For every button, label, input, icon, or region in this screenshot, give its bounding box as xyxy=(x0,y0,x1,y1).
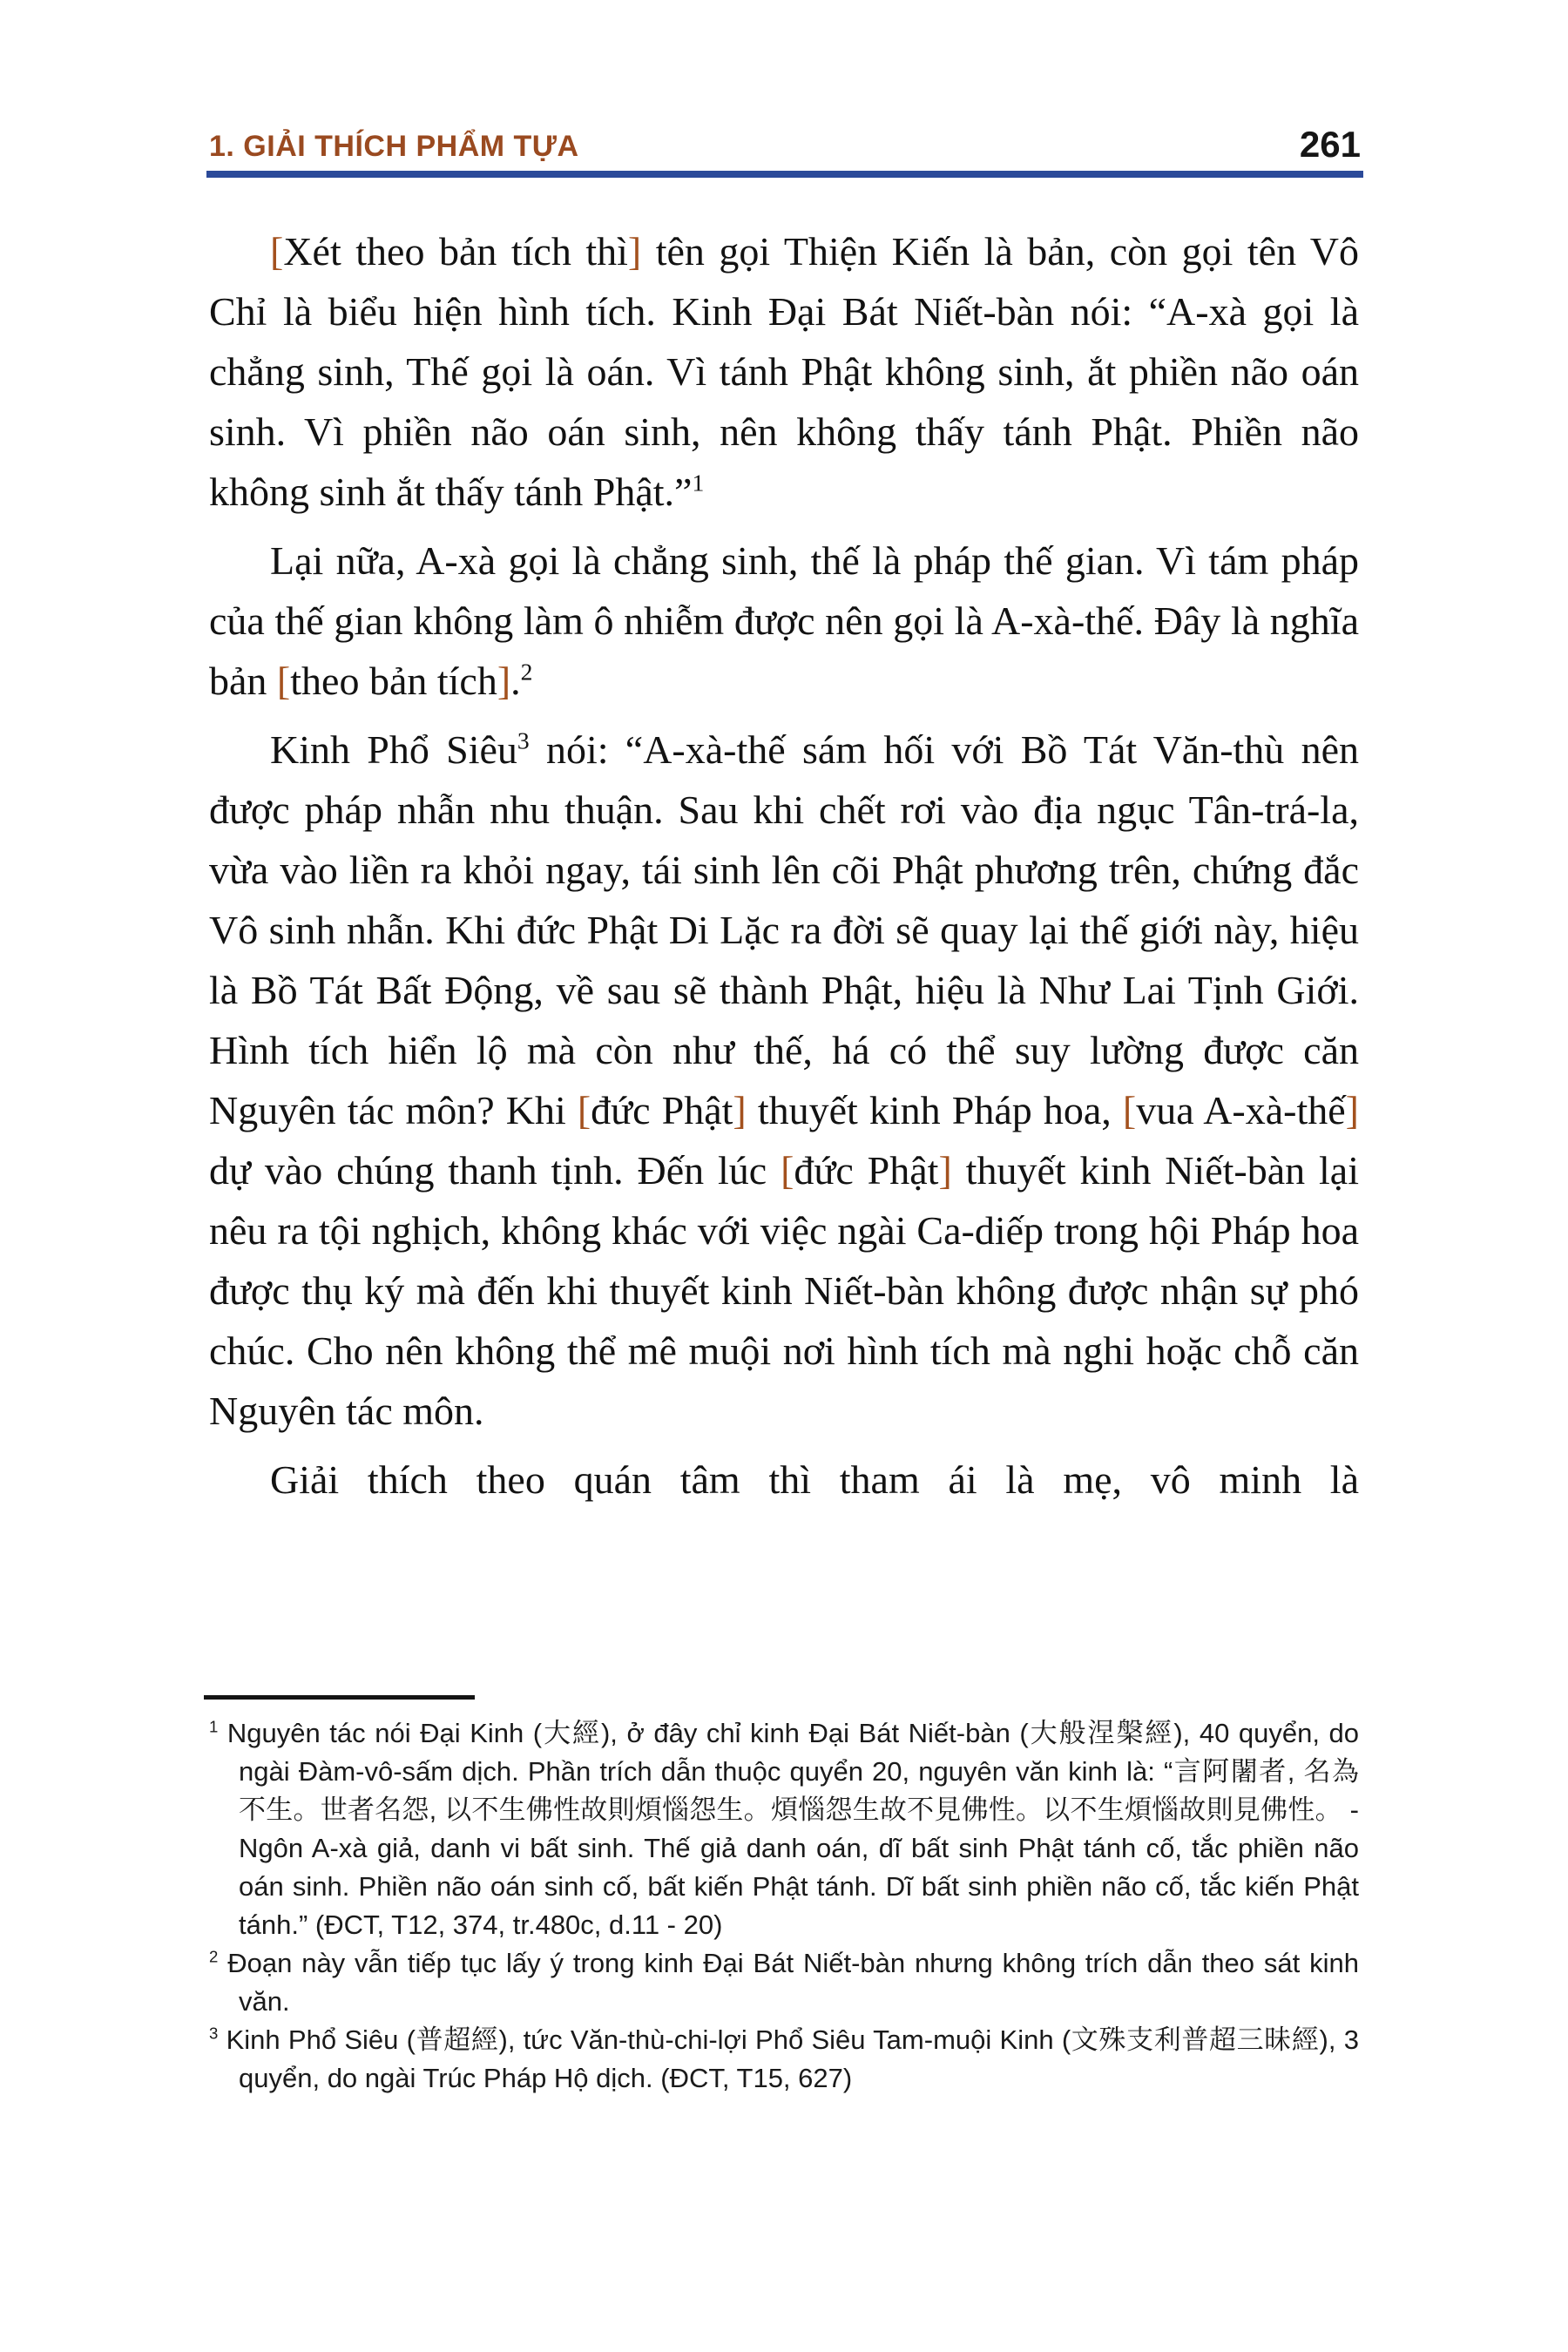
footnotes xyxy=(209,1714,1359,2098)
page-number: 261 xyxy=(1299,124,1361,165)
footnote-separator xyxy=(204,1695,475,1700)
footnote-3: $^3$ Kinh Phổ Siêu (普超經), tức Văn-thù-chi-lợi Phổ Siêu Tam-muội Kinh (文殊支利普超三昧經), 3 quyển, do ngài Trúc Pháp Hộ dịch. (ĐCT, T15, 627) xyxy=(209,2024,1359,2093)
body-text xyxy=(209,221,1359,1518)
footnote-2: $^2$ Đoạn này vẫn tiếp tục lấy ý trong kinh Đại Bát Niết-bàn nhưng không trích dẫn theo sát kinh văn. xyxy=(209,1947,1359,2017)
footnote-1: $^1$ Nguyên tác nói Đại Kinh (大經), ở đây chỉ kinh Đại Bát Niết-bàn (大般涅槃經), 40 quyển, do ngài Đàm-vô-sấm dịch. Phần trích dẫn thuộc quyển 20, nguyên văn kinh là: “言阿闍者, 名為不生。世者名怨, 以不生佛性故則煩惱怨生。煩惱怨生故不見佛性。以不生煩惱故則見佛性。 - Ngôn A-xà giả, danh vi bất sinh. Thế giả danh oán, dĩ bất sinh Phật tánh cố, tắc phiền não oán sinh. Phiền não oán sinh cố, bất kiến Phật tánh. Dĩ bất sinh phiền não cố, tắc kiến Phật tánh.” (ĐCT, T12, 374, tr.480c, d.11 - 20) xyxy=(209,1717,1359,1940)
body-paragraph-2: Lại nữa, A-xà gọi là chẳng sinh, thế là pháp thế gian. Vì tám pháp của thế gian không làm ô nhiễm được nên gọi là A-xà-thế. Đây là nghĩa bản [theo bản tích].$^2$ xyxy=(209,538,1359,703)
body-paragraph-4: Giải thích theo quán tâm thì tham ái là mẹ, vô minh là xyxy=(270,1457,1359,1502)
body-paragraph-1: [Xét theo bản tích thì] tên gọi Thiện Kiến là bản, còn gọi tên Vô Chỉ là biểu hiện hình tích. Kinh Đại Bát Niết-bàn nói: “A-xà gọi là chẳng sinh, Thế gọi là oán. Vì tánh Phật không sinh, ắt phiền não oán sinh. Vì phiền não oán sinh, nên không thấy tánh Phật. Phiền não không sinh ắt thấy tánh Phật.”$^1$ xyxy=(209,229,1359,514)
header-rule-divider xyxy=(206,171,1363,178)
section-title: 1. GIẢI THÍCH PHẨM TỰA xyxy=(209,130,579,163)
running-header xyxy=(209,124,1361,166)
body-paragraph-3: Kinh Phổ Siêu$^3$ nói: “A-xà-thế sám hối với Bồ Tát Văn-thù nên được pháp nhẫn nhu thuận. Sau khi chết rơi vào địa ngục Tân-trá-la, vừa vào liền ra khỏi ngay, tái sinh lên cõi Phật phương trên, chứng đắc Vô sinh nhẫn. Khi đức Phật Di Lặc ra đời sẽ quay lại thế giới này, hiệu là Bồ Tát Bất Động, về sau sẽ thành Phật, hiệu là Như Lai Tịnh Giới. Hình tích hiển lộ mà còn như thế, há có thể suy lường được căn Nguyên tác môn? Khi [đức Phật] thuyết kinh Pháp hoa, [vua A-xà-thế] dự vào chúng thanh tịnh. Đến lúc [đức Phật] thuyết kinh Niết-bàn lại nêu ra tội nghịch, không khác với việc ngài Ca-diếp trong hội Pháp hoa được thụ ký mà đến khi thuyết kinh Niết-bàn không được nhận sự phó chúc. Cho nên không thể mê muội nơi hình tích mà nghi hoặc chỗ căn Nguyên tác môn. xyxy=(209,727,1360,1433)
